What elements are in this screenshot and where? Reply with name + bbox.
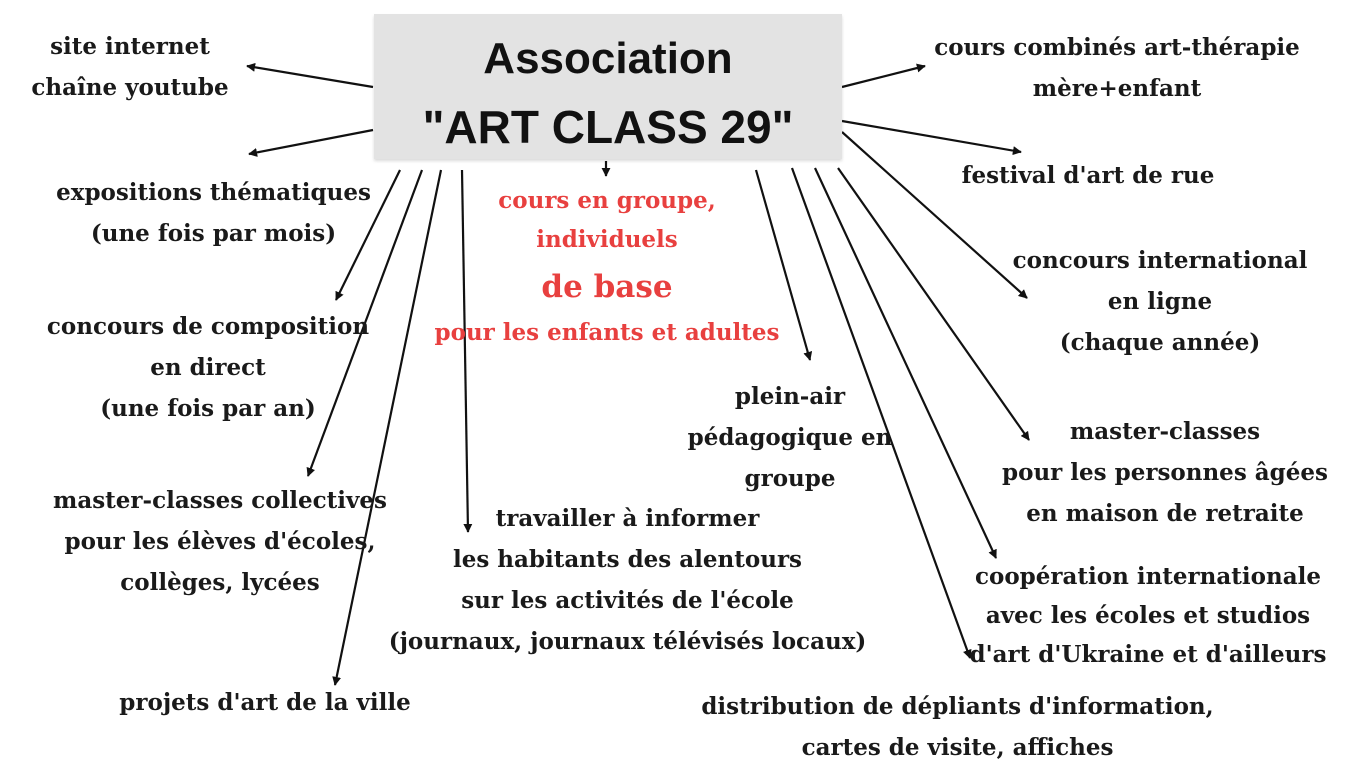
node-plein-air: plein-air pédagogique en groupe <box>687 383 893 492</box>
node-festival: festival d'art de rue <box>961 162 1215 189</box>
arrow-to-expositions <box>249 130 373 154</box>
node-master-agees: master-classes pour les personnes âgées en maison de retraite <box>1002 418 1328 527</box>
title-line-1: Association <box>483 34 733 83</box>
node-site-internet: site internet chaîne youtube <box>31 33 229 101</box>
node-informer: travailler à informer les habitants des alentours sur les activités de l'école (journaux, journaux télévisés locaux) <box>388 505 867 655</box>
node-cours-base: cours en groupe, individuels de base pour les enfants et adultes <box>434 187 780 346</box>
node-cooperation: coopération internationale avec les écoles et studios d'art d'Ukraine et d'ailleurs <box>969 563 1327 668</box>
arrow-to-site <box>247 66 373 87</box>
node-concours-composition: concours de composition en direct (une fois par an) <box>46 313 370 422</box>
node-expositions: expositions thématiques (une fois par mois) <box>56 179 371 247</box>
node-distribution: distribution de dépliants d'information, cartes de visite, affiches <box>701 693 1214 761</box>
title-line-2: "ART CLASS 29" <box>422 101 794 153</box>
node-projets-ville: projets d'art de la ville <box>119 689 411 716</box>
node-art-therapie: cours combinés art-thérapie mère+enfant <box>934 34 1300 102</box>
node-concours-international: concours international en ligne (chaque année) <box>1012 247 1308 356</box>
node-master-collectives: master-classes collectives pour les élèves d'écoles, collèges, lycées <box>52 487 387 596</box>
arrow-to-festival <box>842 121 1021 152</box>
